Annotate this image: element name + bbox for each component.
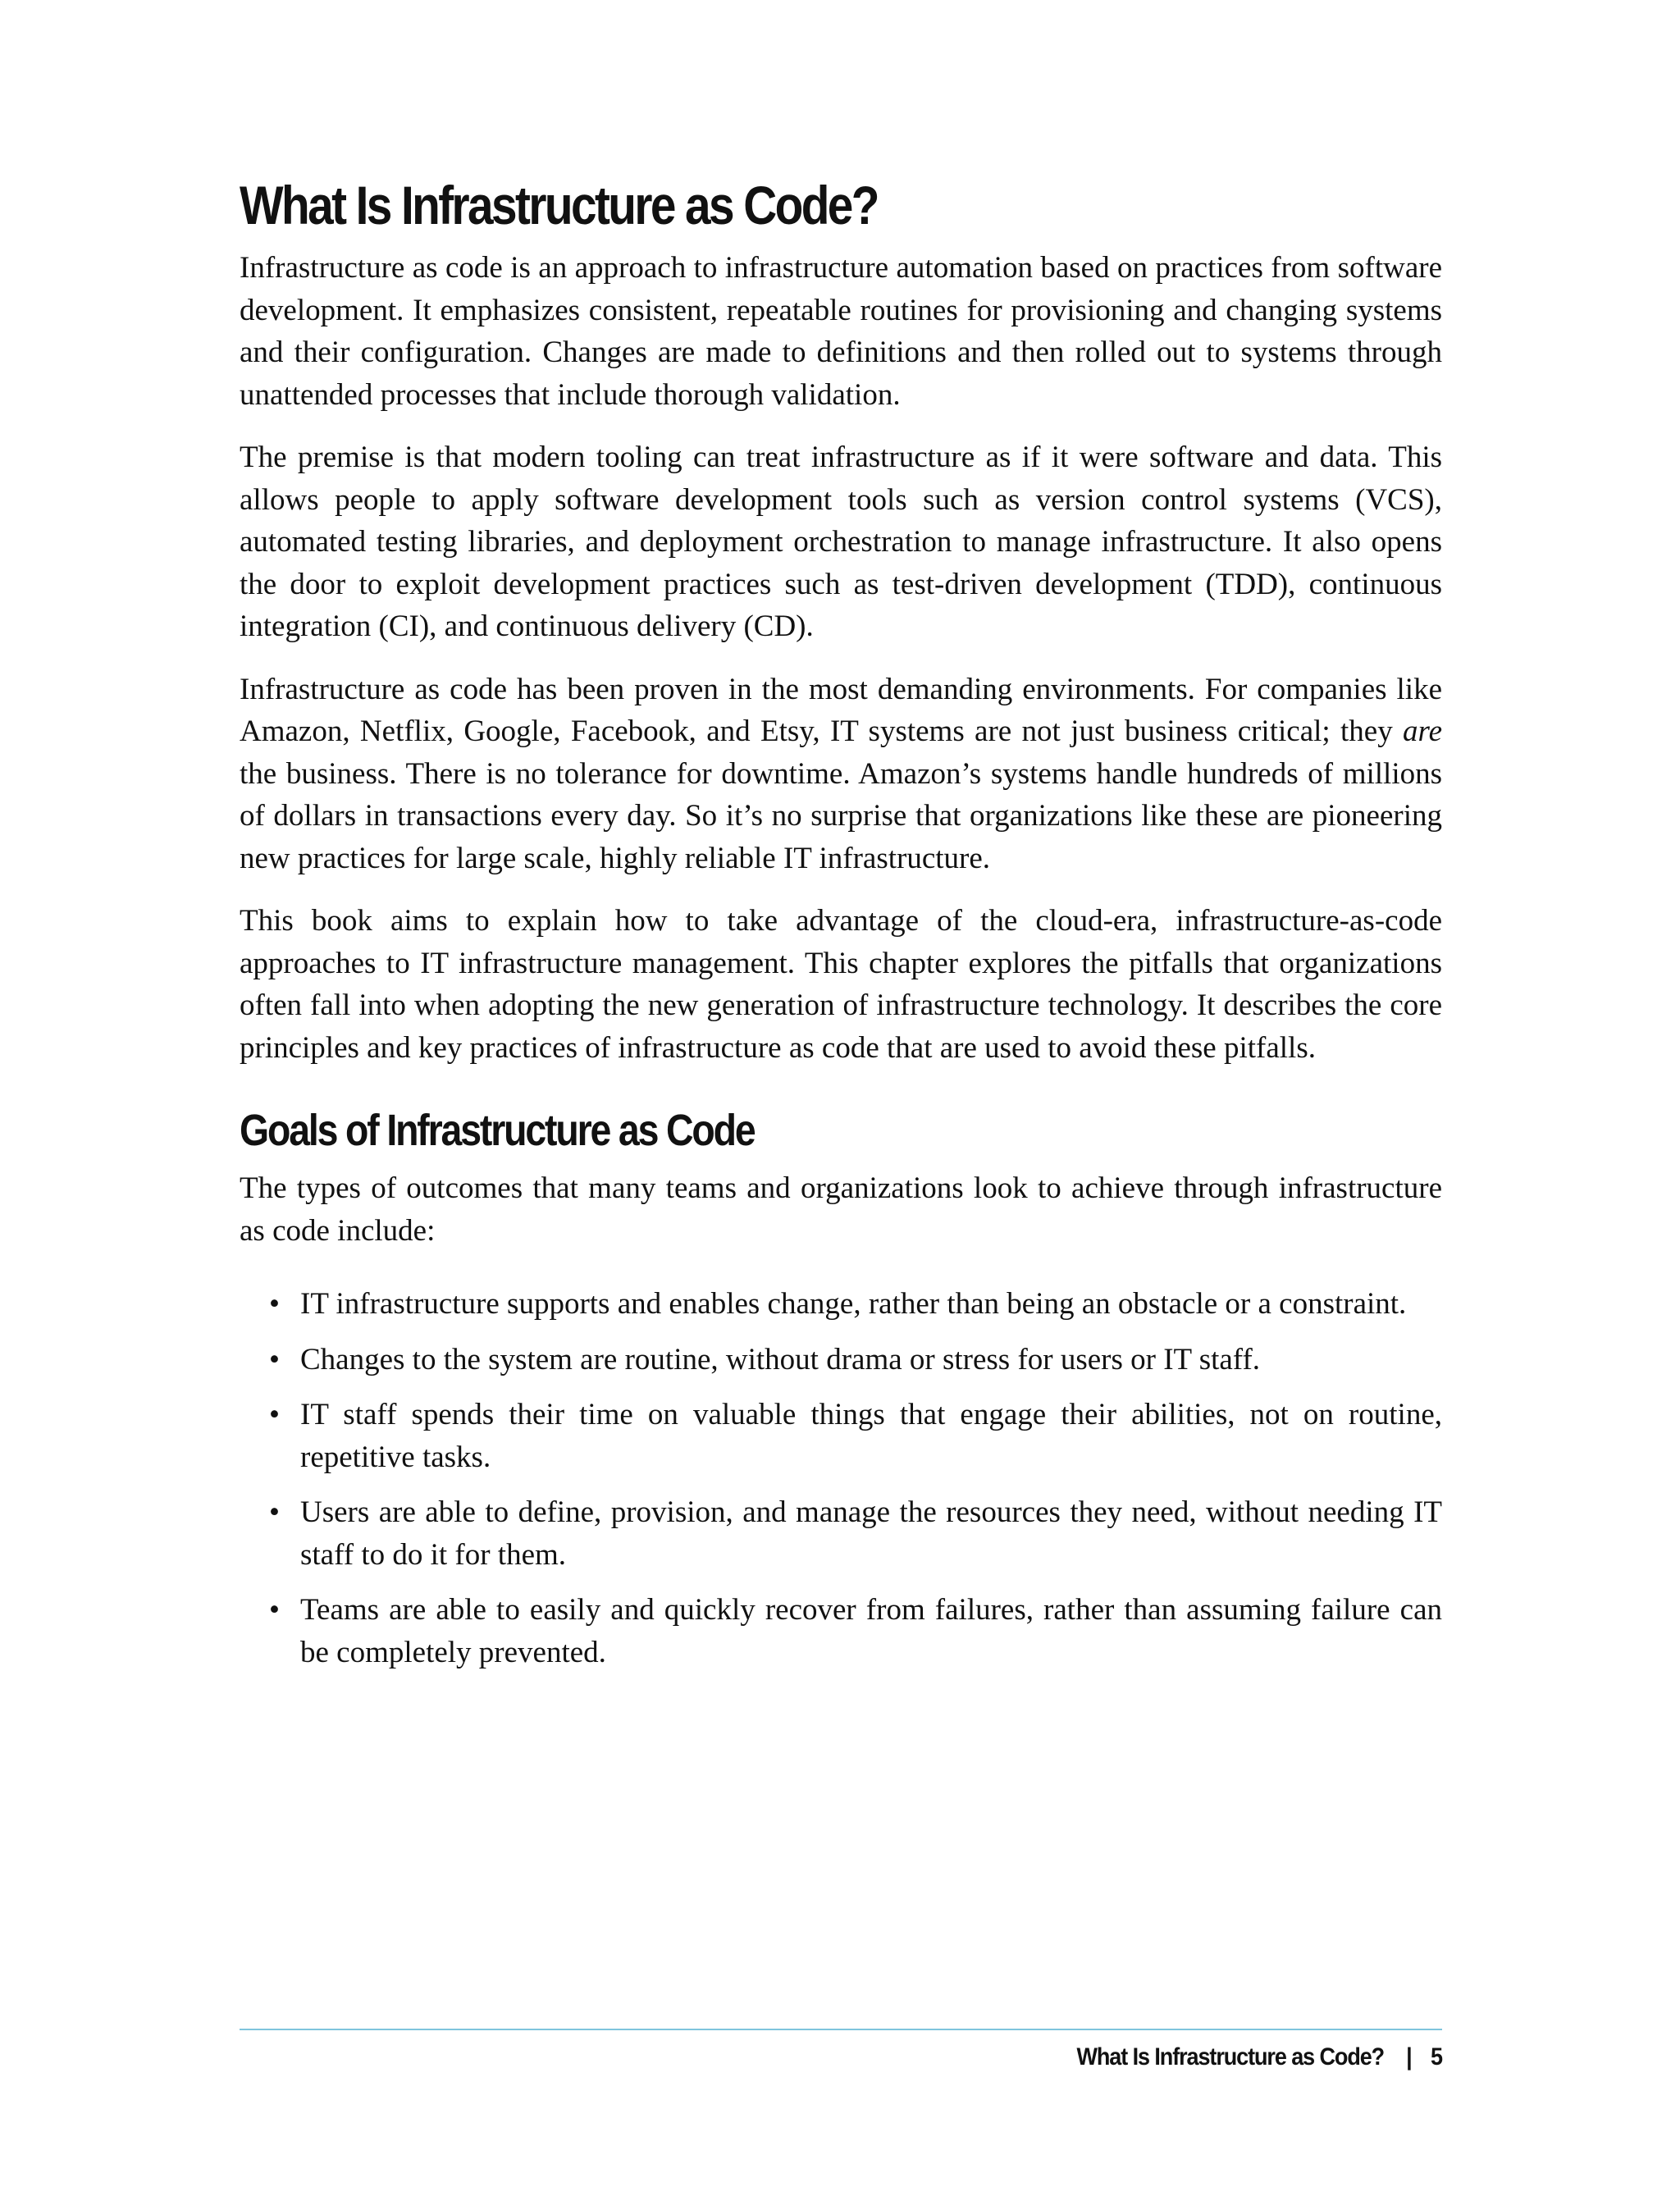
bullet-icon: •: [269, 1593, 280, 1627]
paragraph-1: Infrastructure as code is an approach to infrastructure automation based on practices from software development. It emphasizes consistent, repeatable routines for provisioning and changing systems and their configuration. Changes are made to definitions and then rolled out to systems through unattended processes that include thorough validation.: [240, 251, 1442, 412]
page-content: [240, 168, 1442, 1687]
page-footer: [1077, 2039, 1442, 2075]
list-item: [240, 1339, 1442, 1381]
footer-rule: [240, 2029, 1442, 2030]
list-item-text: Users are able to define, provision, and manage the resources they need, without needing IT staff to do it for them.: [300, 1495, 1442, 1572]
page-title: What Is Infrastructure as Code?: [240, 175, 878, 235]
section-heading: Goals of Infrastructure as Code: [240, 1106, 755, 1155]
paragraph-3: [240, 669, 1442, 880]
bullet-icon: •: [269, 1342, 280, 1376]
list-item-text: IT infrastructure supports and enables change, rather than being an obstacle or a constraint.: [300, 1287, 1407, 1321]
paragraph-3-emphasis: are: [1403, 714, 1442, 748]
list-item-text: IT staff spends their time on valuable things that engage their abilities, not on routine, repetitive tasks.: [300, 1398, 1442, 1474]
list-item-text: Teams are able to easily and quickly recover from failures, rather than assuming failure can be completely prevented.: [300, 1593, 1442, 1669]
bullet-icon: •: [269, 1398, 280, 1431]
section-intro: The types of outcomes that many teams and organizations look to achieve through infrastructure as code include:: [240, 1171, 1442, 1248]
paragraph-2: The premise is that modern tooling can treat infrastructure as if it were software and data. This allows people to apply software development tools such as version control systems (VCS), automated testing libraries, and deployment orchestration to manage infrastructure. It also opens the door to exploit development practices such as test-driven development (TDD), continuous integration (CI), and continuous delivery (CD).: [240, 441, 1442, 643]
goals-list: [240, 1283, 1442, 1673]
list-item: [240, 1394, 1442, 1478]
page-number: 5: [1431, 2043, 1442, 2070]
list-item: [240, 1283, 1442, 1326]
list-item: [240, 1589, 1442, 1673]
bullet-icon: •: [269, 1495, 280, 1529]
list-item: [240, 1491, 1442, 1576]
paragraph-4: This book aims to explain how to take advantage of the cloud-era, infrastructure-as-code approaches to IT infrastructure management. This chapter explores the pitfalls that organizations often fall into when adopting the new generation of infrastructure technology. It describes the core principles and key practices of infrastructure as code that are used to avoid these pitfalls.: [240, 904, 1442, 1065]
bullet-icon: •: [269, 1287, 280, 1321]
paragraph-3-text-after: the business. There is no tolerance for downtime. Amazon’s systems handle hundreds of millions of dollars in transactions every day. So it’s no surprise that organizations like these are pioneering new practices for large scale, highly reliable IT infrastructure.: [240, 756, 1442, 875]
list-item-text: Changes to the system are routine, without drama or stress for users or IT staff.: [300, 1342, 1261, 1376]
footer-separator: |: [1406, 2043, 1412, 2070]
paragraph-3-text-before: Infrastructure as code has been proven in the most demanding environments. For companies like Amazon, Netflix, Google, Facebook, and Etsy, IT systems are not just business critical; they: [240, 672, 1442, 748]
running-title: What Is Infrastructure as Code?: [1076, 2043, 1385, 2070]
